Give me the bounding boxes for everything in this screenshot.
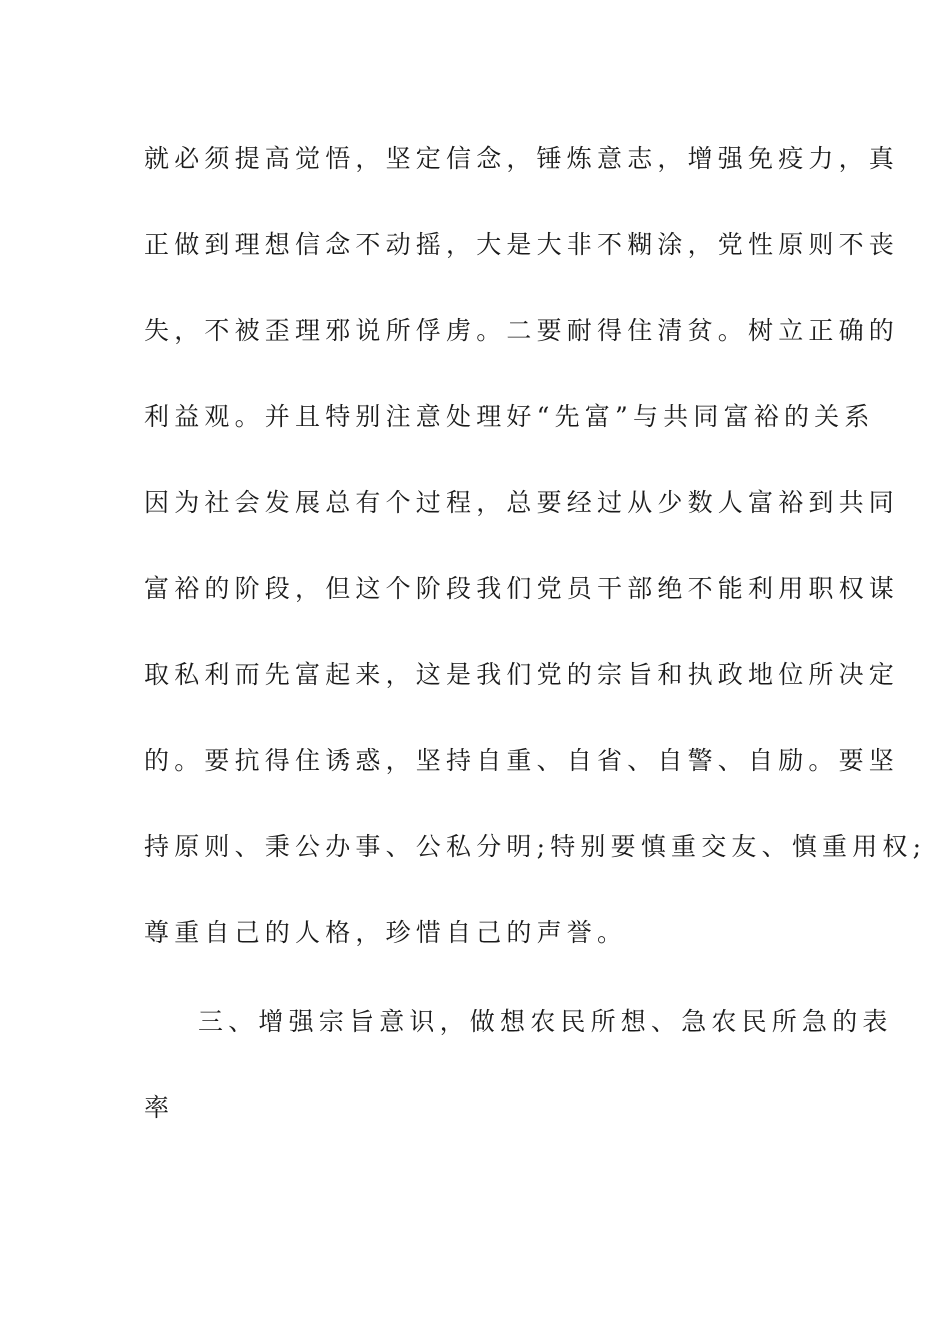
body-text-line: 就必须提高觉悟，坚定信念，锤炼意志，增强免疫力，真 [144,144,900,173]
body-text-line: 尊重自己的人格，珍惜自己的声誉。 [144,918,628,947]
body-text-line: 富裕的阶段，但这个阶段我们党员干部绝不能利用职权谋 [144,574,900,603]
section-heading-line: 三、增强宗旨意识，做想农民所想、急农民所急的表 [198,1007,893,1036]
body-text-line: 的。要抗得住诱惑，坚持自重、自省、自警、自励。要坚 [144,746,900,775]
body-text-line: 失，不被歪理邪说所俘虏。二要耐得住清贫。树立正确的 [144,316,900,345]
body-text-line: 利益观。并且特别注意处理好“先富”与共同富裕的关系 [144,402,875,431]
body-text-line: 持原则、秉公办事、公私分明;特别要慎重交友、慎重用权; [144,832,927,861]
section-heading-line: 率 [144,1093,175,1122]
body-text-line: 因为社会发展总有个过程，总要经过从少数人富裕到共同 [144,488,900,517]
body-text-line: 取私利而先富起来，这是我们党的宗旨和执政地位所决定 [144,660,900,689]
body-text-line: 正做到理想信念不动摇，大是大非不糊涂，党性原则不丧 [144,230,900,259]
